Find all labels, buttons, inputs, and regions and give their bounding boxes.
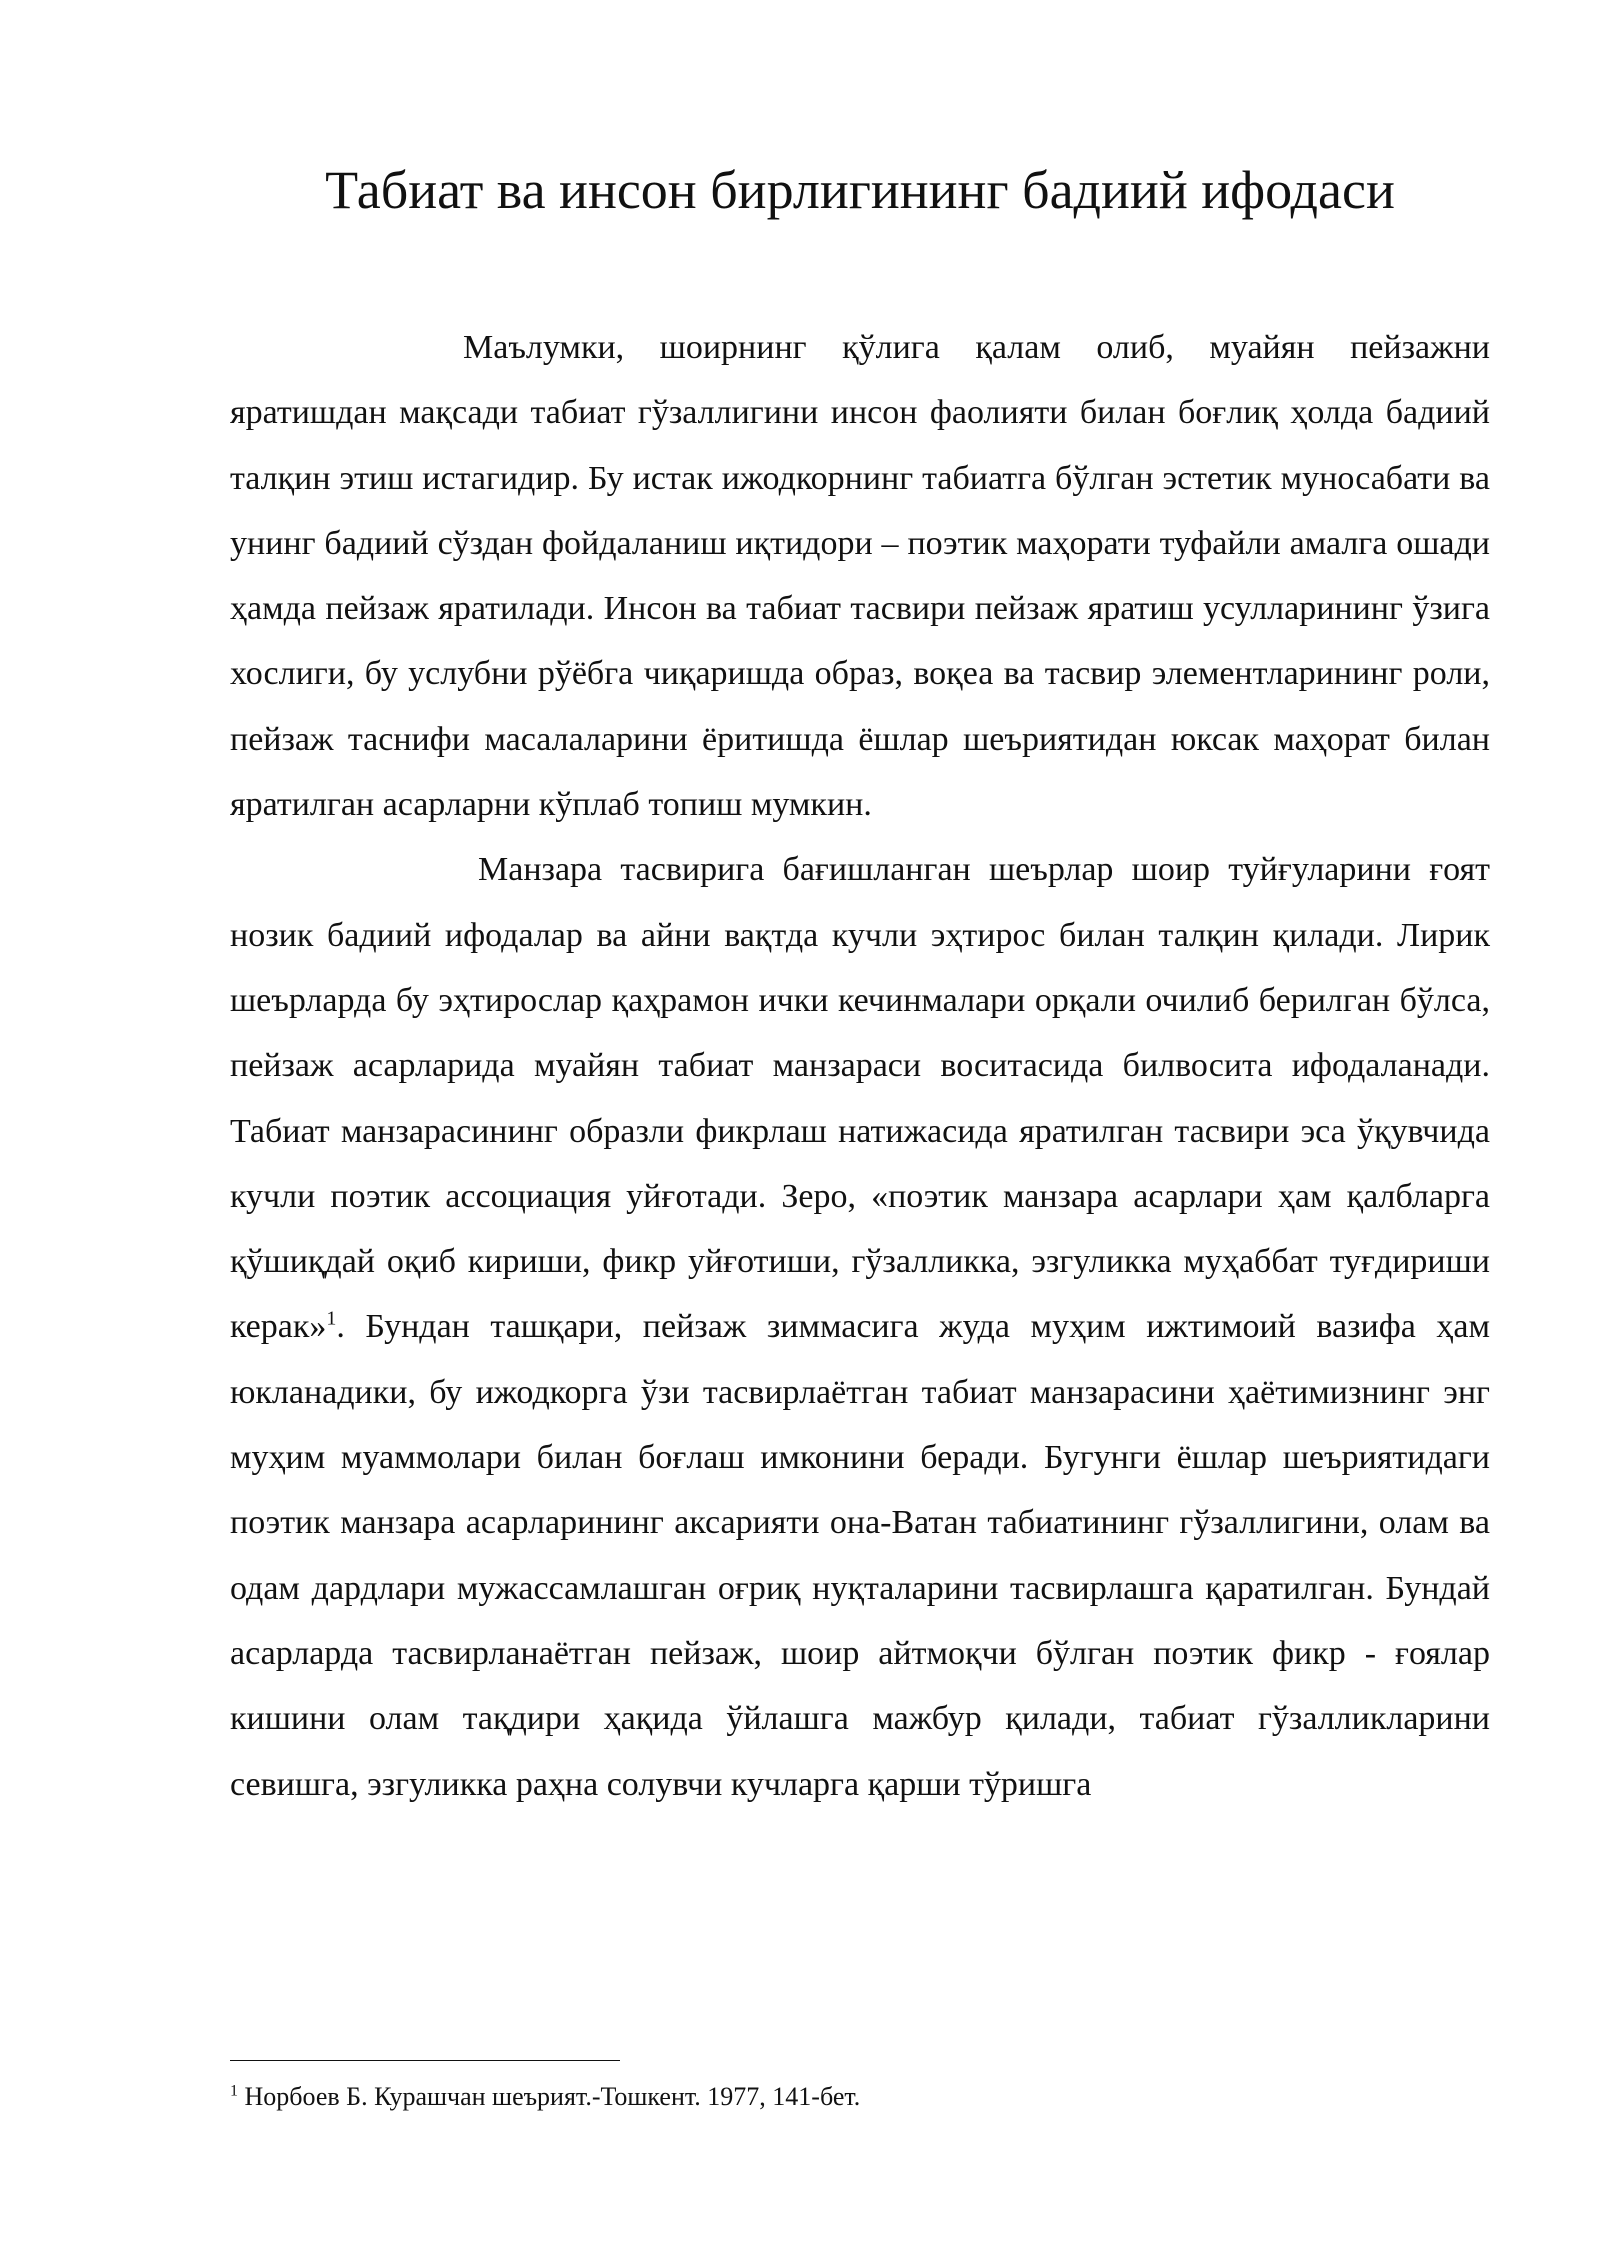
footnote-separator <box>230 2060 620 2061</box>
footnote-number: 1 <box>230 2082 238 2100</box>
paragraph-2-text-after-footnote: . Бундан ташқари, пейзаж зиммасига жуда муҳим ижтимоий вазифа ҳам юкланадики, бу ижодкорга ўзи тасвирлаётган табиат манзарасини ҳаётимизнинг энг муҳим муаммолари билан боғлаш имконини беради. Бугунги ёшлар шеъриятидаги поэтик манзара асарларининг аксарияти она-Ватан табиатининг гўзаллигини, олам ва одам дардлари мужассамлашган оғриқ нуқталарини тасвирлашга қаратилган. Бундай асарларда тасвирланаётган пейзаж, шоир айтмоқчи бўлган поэтик фикр - ғоялар кишини олам тақдири ҳақида ўйлашга мажбур қилади, табиат гўзалликларини севишга, эзгуликка раҳна солувчи кучларга қарши тўришга <box>230 1308 1490 1803</box>
footnote <box>230 2080 1490 2114</box>
paragraph-2 <box>230 837 1490 1816</box>
page-title: Табиат ва инсон бирлигининг бадиий ифодаси <box>325 160 1395 220</box>
footnote-reference: 1 <box>326 1308 337 1331</box>
footnote-text: Норбоев Б. Курашчан шеърият.-Тошкент. 1977, 141-бет. <box>238 2082 861 2111</box>
document-body <box>230 315 1490 1817</box>
paragraph-2-text-before-footnote: Манзара тасвирига бағишланган шеърлар шоир туйғуларини ғоят нозик бадиий ифодалар ва айни вақтда кучли эҳтирос билан талқин қилади. Лирик шеърларда бу эҳтирослар қаҳрамон ички кечинмалари орқали очилиб берилган бўлса, пейзаж асарларида муайян табиат манзараси воситасида билвосита ифодаланади. Табиат манзарасининг образли фикрлаш натижасида яратилган тасвири эса ўқувчида кучли поэтик ассоциация уйғотади. Зеро, «поэтик манзара асарлари ҳам қалбларга қўшиқдай оқиб кириши, фикр уйғотиши, гўзалликка, эзгуликка муҳаббат туғдириши керак» <box>230 851 1490 1346</box>
paragraph-1: Маълумки, шоирнинг қўлига қалам олиб, муайян пейзажни яратишдан мақсади табиат гўзаллигини инсон фаолияти билан боғлиқ ҳолда бадиий талқин этиш истагидир. Бу истак ижодкорнинг табиатга бўлган эстетик муносабати ва унинг бадиий сўздан фойдаланиш иқтидори – поэтик маҳорати туфайли амалга ошади ҳамда пейзаж яратилади. Инсон ва табиат тасвири пейзаж яратиш усулларининг ўзига хослиги, бу услубни рўёбга чиқаришда образ, воқеа ва тасвир элементларининг роли, пейзаж таснифи масалаларини ёритишда ёшлар шеъриятидан юксак маҳорат билан яратилган асарларни кўплаб топиш мумкин. <box>230 329 1490 824</box>
